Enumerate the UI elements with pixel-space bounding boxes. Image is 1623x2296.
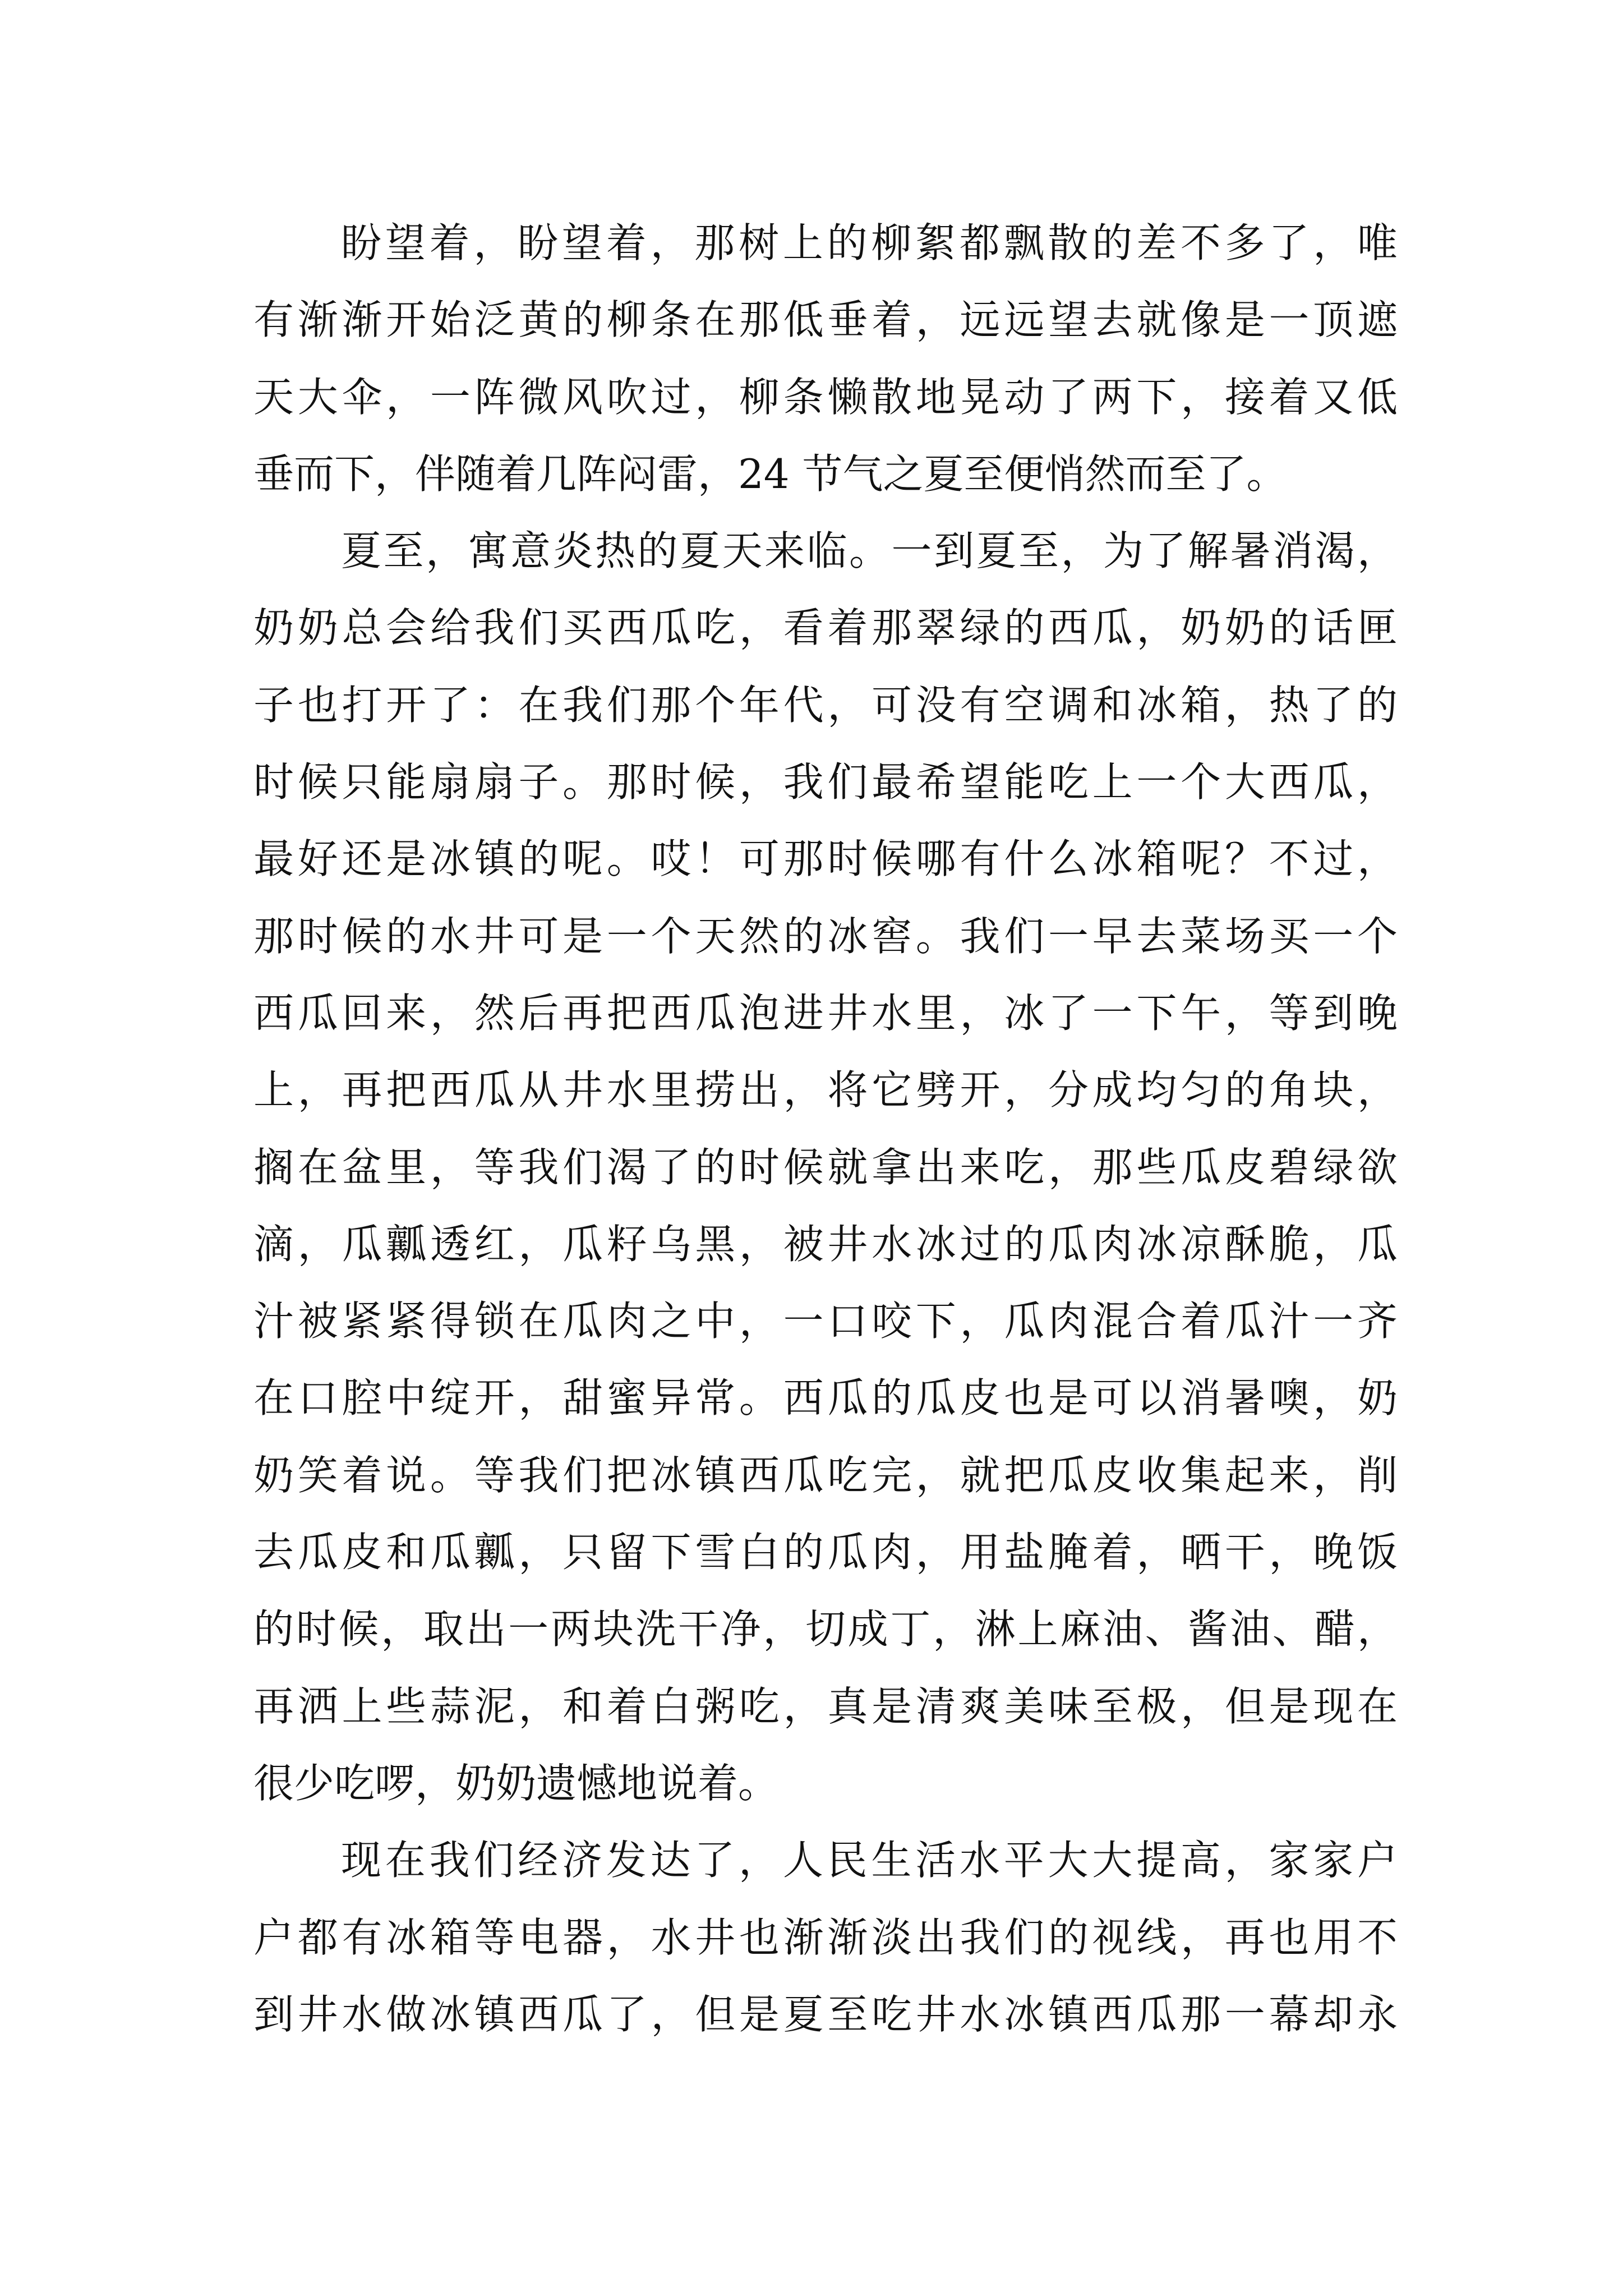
text-line: 上，再把西瓜从井水里捞出，将它劈开，分成均匀的角块，: [253, 1066, 1398, 1114]
text-line: 搁在盆里，等我们渴了的时候就拿出来吃，那些瓜皮碧绿欲: [253, 1143, 1398, 1191]
paragraph-3: [253, 1822, 1398, 2053]
text-line: 时候只能扇扇子。那时候，我们最希望能吃上一个大西瓜，: [253, 758, 1398, 806]
text-line: 户都有冰箱等电器，水井也渐渐淡出我们的视线，再也用不: [253, 1913, 1398, 1961]
text-line: 那时候的水井可是一个天然的冰窖。我们一早去菜场买一个: [253, 912, 1398, 960]
text-line: 很少吃啰，奶奶遗憾地说着。: [253, 1759, 779, 1807]
paragraph-1: [253, 205, 1398, 513]
text-line: 奶笑着说。等我们把冰镇西瓜吃完，就把瓜皮收集起来，削: [253, 1451, 1398, 1499]
text-line: 盼望着，盼望着，那树上的柳絮都飘散的差不多了，唯: [341, 219, 1398, 266]
text-line: 天大伞，一阵微风吹过，柳条懒散地晃动了两下，接着又低: [253, 373, 1398, 421]
text-line: 汁被紧紧得锁在瓜肉之中，一口咬下，瓜肉混合着瓜汁一齐: [253, 1297, 1398, 1345]
text-line: 现在我们经济发达了，人民生活水平大大提高，家家户: [341, 1837, 1398, 1884]
text-line: 奶奶总会给我们买西瓜吃，看着那翠绿的西瓜，奶奶的话匣: [253, 604, 1398, 652]
text-line: 去瓜皮和瓜瓤，只留下雪白的瓜肉，用盐腌着，晒干，晚饭: [253, 1529, 1398, 1576]
paragraph-2: [253, 513, 1398, 1822]
text-line: 的时候，取出一两块洗干净，切成丁，淋上麻油、酱油、醋，: [253, 1605, 1398, 1653]
text-line: 到井水做冰镇西瓜了，但是夏至吃井水冰镇西瓜那一幕却永: [253, 1990, 1398, 2038]
text-line: 西瓜回来，然后再把西瓜泡进井水里，冰了一下午，等到晚: [253, 989, 1398, 1037]
text-line: 最好还是冰镇的呢。哎！可那时候哪有什么冰箱呢？不过，: [253, 835, 1398, 883]
text-line: 垂而下，伴随着几阵闷雷，24 节气之夏至便悄然而至了。: [253, 450, 1287, 498]
body-text: [253, 205, 1398, 2053]
text-line: 滴，瓜瓤透红，瓜籽乌黑，被井水冰过的瓜肉冰凉酥脆，瓜: [253, 1220, 1398, 1268]
text-line: 子也打开了：在我们那个年代，可没有空调和冰箱，热了的: [253, 681, 1398, 729]
text-line: 再洒上些蒜泥，和着白粥吃，真是清爽美味至极，但是现在: [253, 1682, 1398, 1730]
text-line: 有渐渐开始泛黄的柳条在那低垂着，远远望去就像是一顶遮: [253, 296, 1398, 344]
text-line: 夏至，寓意炎热的夏天来临。一到夏至，为了解暑消渴，: [341, 527, 1398, 575]
text-line: 在口腔中绽开，甜蜜异常。西瓜的瓜皮也是可以消暑噢，奶: [253, 1374, 1398, 1422]
